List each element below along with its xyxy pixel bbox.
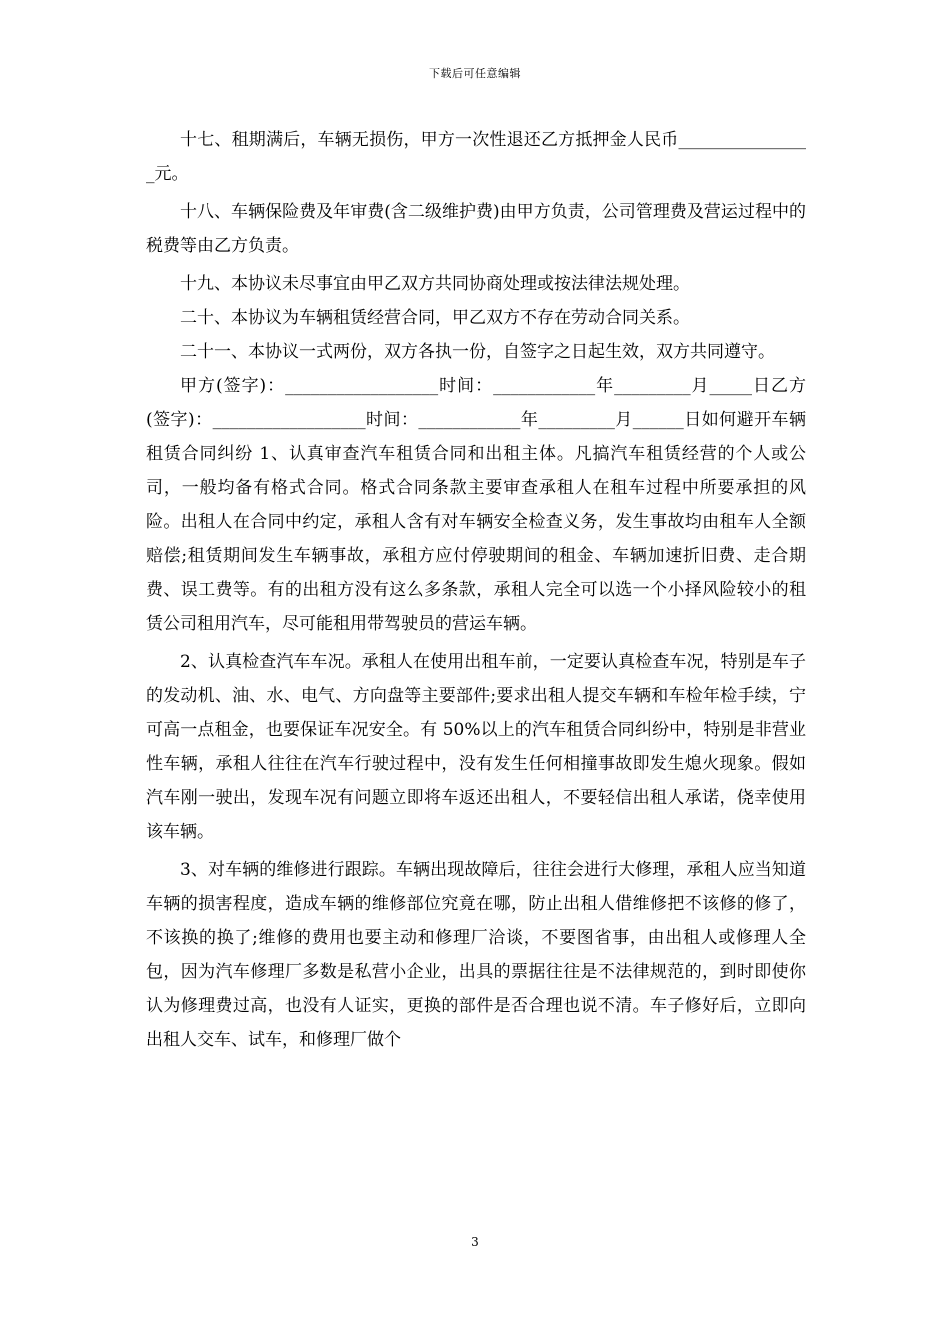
page-number: 3 xyxy=(471,1235,479,1249)
signature-and-advice-1: 甲方(签字)：__________________时间：____________年_________月_____日乙方(签字)：__________________时间：____________年_________月______日如何避开车辆租赁合同纠纷 1、认真审查汽车租赁合同和出租主体。凡搞汽车租赁经营的个人或公司，一般均备有格式合同。格式合同条款主要审查承租人在租车过程中所要承担的风险。出租人在合同中约定，承租人含有对车辆安全检查义务，发生事故均由租车人全额赔偿;租赁期间发生车辆事故，承租方应付停驶期间的租金、车辆加速折旧费、走合期费、误工费等。有的出租方没有这么多条款，承租人完全可以选一个小择风险较小的租赁公司租用汽车，尽可能租用带驾驶员的营运车辆。 xyxy=(146,376,806,634)
paragraph-20: 二十、本协议为车辆租赁经营合同，甲乙双方不存在劳动合同关系。 xyxy=(180,308,690,328)
paragraph-21: 二十一、本协议一式两份，双方各执一份，自签字之日起生效，双方共同遵守。 xyxy=(180,342,775,362)
page-header: 下载后可任意编辑 xyxy=(429,67,521,80)
paragraph-19: 十九、本协议未尽事宜由甲乙双方共同协商处理或按法律法规处理。 xyxy=(180,274,690,294)
paragraph-17: 十七、租期满后，车辆无损伤，甲方一次性退还乙方抵押金人民币________________元。 xyxy=(146,130,806,184)
paragraph-18: 十八、车辆保险费及年审费(含二级维护费)由甲方负责，公司管理费及营运过程中的税费等由乙方负责。 xyxy=(146,202,806,256)
document-body xyxy=(146,123,806,1061)
advice-2: 2、认真检查汽车车况。承租人在使用出租车前，一定要认真检查车况，特别是车子的发动机、油、水、电气、方向盘等主要部件;要求出租人提交车辆和车检年检手续，宁可高一点租金，也要保证车况安全。有 50%以上的汽车租赁合同纠纷中，特别是非营业性车辆，承租人往往在汽车行驶过程中，没有发生任何相撞事故即发生熄火现象。假如汽车刚一驶出，发现车况有问题立即将车返还出租人，不要轻信出租人承诺，侥幸使用该车辆。 xyxy=(146,652,806,842)
advice-3: 3、对车辆的维修进行跟踪。车辆出现故障后，往往会进行大修理，承租人应当知道车辆的损害程度，造成车辆的维修部位究竟在哪，防止出租人借维修把不该修的修了，不该换的换了;维修的费用也要主动和修理厂洽谈，不要图省事，由出租人或修理人全包，因为汽车修理厂多数是私营小企业，出具的票据往往是不法律规范的，到时即使你认为修理费过高，也没有人证实，更换的部件是否合理也说不清。车子修好后，立即向出租人交车、试车，和修理厂做个 xyxy=(146,860,806,1050)
